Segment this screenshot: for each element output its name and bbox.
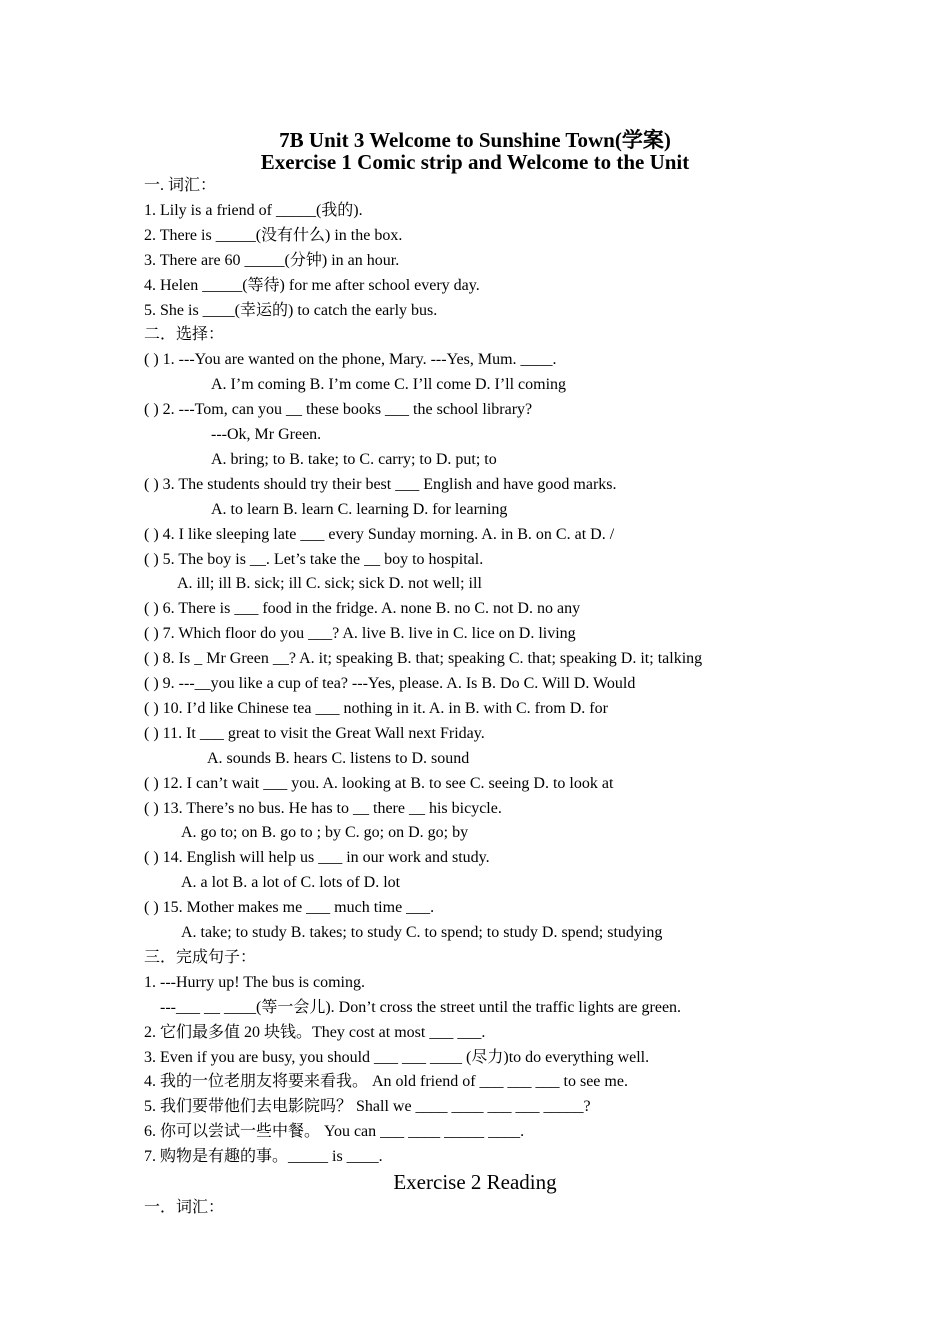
title-exercise-2: Exercise 2 Reading (393, 1170, 557, 1194)
title-exercise-1: Exercise 1 Comic strip and Welcome to the Unit (260, 150, 690, 174)
text-line: ( ) 9. ---__you like a cup of tea? ---Yes, please. A. Is B. Do C. Will D. Would (144, 675, 636, 692)
text-line: ( ) 8. Is _ Mr Green __? A. it; speaking B. that; speaking C. that; speaking D. it; talking (144, 650, 703, 668)
text-line: A. go to; on B. go to ; by C. go; on D. go; by (181, 824, 469, 842)
text-line: ( ) 15. Mother makes me ___ much time ___. (144, 899, 435, 917)
text-line: ( ) 11. It ___ great to visit the Great Wall next Friday. (144, 724, 485, 742)
text-line: 1. ---Hurry up! The bus is coming. (144, 973, 365, 991)
text-line: ( ) 4. I like sleeping late ___ every Sunday morning. A. in B. on C. at D. / (144, 525, 615, 543)
text-line: A. ill; ill B. sick; ill C. sick; sick D. not well; ill (177, 575, 482, 593)
text-line: 7. 购物是有趣的事。_____ is ____. (144, 1148, 383, 1166)
text-line: ( ) 5. The boy is __. Let’s take the __ boy to hospital. (144, 550, 484, 568)
text-line: ( ) 10. I’d like Chinese tea ___ nothing in it. A. in B. with C. from D. for (144, 699, 608, 717)
text-line: ( ) 12. I can’t wait ___ you. A. looking at B. to see C. seeing D. to look at (144, 774, 614, 792)
text-line: 一. 词汇： (144, 177, 217, 194)
text-line: 2. There is _____(没有什么) in the box. (144, 226, 403, 244)
text-line: ---___ __ ____(等一会儿). Don’t cross the street until the traffic lights are green. (160, 998, 682, 1016)
text-line: ( ) 13. There’s no bus. He has to __ there __ his bicycle. (144, 799, 502, 817)
text-line: 4. 我的一位老朋友将要来看我。 An old friend of ___ ___ ___ to see me. (144, 1073, 628, 1091)
text-line: 5. She is ____(幸运的) to catch the early bus. (144, 301, 438, 319)
text-line: 4. Helen _____(等待) for me after school every day. (144, 276, 480, 294)
text-line: 1. Lily is a friend of _____(我的). (144, 201, 363, 219)
text-line: A. bring; to B. take; to C. carry; to D. put; to (211, 450, 497, 468)
text-line: ( ) 2. ---Tom, can you __ these books ___ the school library? (144, 401, 533, 419)
text-line: 二．选择： (144, 326, 225, 344)
text-line: ( ) 14. English will help us ___ in our work and study. (144, 849, 490, 867)
text-line: ( ) 7. Which floor do you ___? A. live B. live in C. lice on D. living (144, 625, 576, 643)
text-line: A. take; to study B. takes; to study C. to spend; to study D. spend; studying (181, 924, 663, 941)
text-line: 2. 它们最多值 20 块钱。They cost at most ___ ___. (144, 1023, 486, 1041)
text-line: ( ) 1. ---You are wanted on the phone, Mary. ---Yes, Mum. ____. (144, 351, 557, 369)
section-vocabulary-heading: 一．词汇： (144, 1199, 225, 1216)
text-line: A. a lot B. a lot of C. lots of D. lot (181, 874, 401, 892)
text-line: ( ) 3. The students should try their best ___ English and have good marks. (144, 475, 617, 493)
text-line: 5. 我们要带他们去电影院吗？ Shall we ____ ____ ___ ___ _____? (144, 1098, 591, 1116)
text-line: 3. There are 60 _____(分钟) in an hour. (144, 251, 400, 269)
text-line: ---Ok, Mr Green. (211, 426, 322, 443)
text-line: A. sounds B. hears C. listens to D. sound (207, 749, 470, 767)
text-line: A. I’m coming B. I’m come C. I’ll come D. I’ll coming (211, 376, 567, 394)
text-line: 3. Even if you are busy, you should ___ ___ ____ (尽力)to do everything well. (144, 1048, 650, 1066)
text-line: A. to learn B. learn C. learning D. for learning (211, 500, 508, 518)
text-line: 6. 你可以尝试一些中餐。 You can ___ ____ _____ ____. (144, 1123, 525, 1141)
text-line: 三．完成句子： (144, 948, 257, 966)
title-unit: 7B Unit 3 Welcome to Sunshine Town(学案) (279, 128, 671, 152)
text-line: ( ) 6. There is ___ food in the fridge. A. none B. no C. not D. no any (144, 600, 581, 618)
